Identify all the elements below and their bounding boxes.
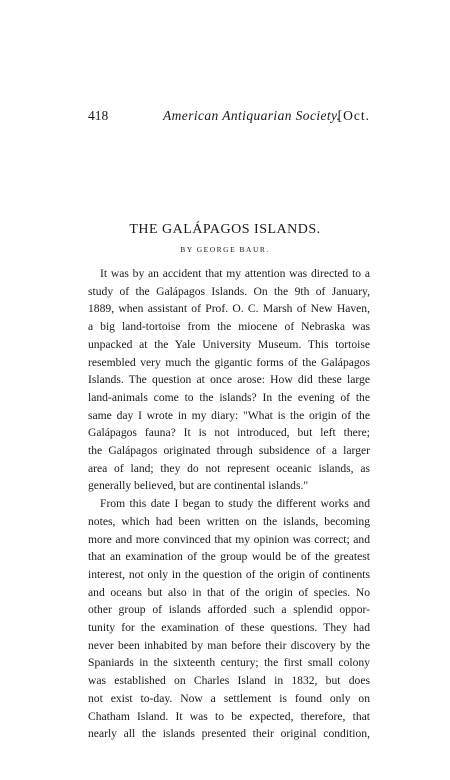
article-title: THE GALÁPAGOS ISLANDS. (129, 222, 321, 237)
text-line: more and more convinced that my opinion was correct; and (88, 532, 370, 546)
text-line: Chatham Island. It was to be expected, therefore, that (88, 709, 370, 723)
text-line: other group of islands afforded such a splendid oppor- (88, 603, 370, 617)
running-head (88, 108, 370, 128)
text-line: interest, not only in the question of the origin of continents (88, 567, 370, 581)
byline: BY GEORGE BAUR. (180, 245, 270, 254)
text-line: the Galápagos originated through subsidence of a larger (88, 444, 370, 458)
text-line: and oceans but also in that of the origin of species. No (88, 585, 370, 599)
text-line: not exist to-day. Now a settlement is found only on (88, 691, 370, 705)
text-line: From this date I began to study the different works and (100, 497, 370, 511)
text-line: study of the Galápagos Islands. On the 9th of January, (88, 284, 370, 298)
journal-title: American Antiquarian Society. (163, 108, 341, 123)
text-line: 1889, when assistant of Prof. O. C. Marsh of New Haven, (88, 302, 370, 316)
text-line: was established on Charles Island in 1832, but does (88, 674, 370, 688)
text-line: Islands. The question at once arose: How did these large (88, 373, 370, 387)
paragraph (88, 265, 370, 495)
text-line: It was by an accident that my attention was directed to a (100, 267, 370, 280)
text-line: same day I wrote in my diary: "What is the origin of the (88, 408, 370, 422)
text-line: that an examination of the group would be of the greatest (88, 550, 370, 564)
text-line: Spaniards in the sixteenth century; the first small colony (88, 656, 370, 670)
body-text (88, 265, 370, 743)
text-line: generally believed, but are continental islands." (88, 479, 309, 493)
text-line: never been inhabited by man before their discovery by the (88, 638, 370, 652)
text-line: land-animals come to the islands? In the evening of the (88, 390, 370, 404)
text-line: a big land-tortoise from the miocene of Nebraska was (88, 320, 370, 334)
text-line: nearly all the islands presented their original condition, (88, 727, 370, 741)
page-number: 418 (88, 108, 109, 123)
text-line: unpacked at the Yale University Museum. This tortoise (88, 337, 370, 351)
text-line: resembled very much the gigantic forms of the Galápagos (88, 355, 370, 369)
text-line: area of land; they do not represent oceanic islands, as (88, 461, 370, 475)
text-line: Galápagos fauna? It is not introduced, but left there; (88, 426, 370, 440)
paragraph (88, 495, 370, 743)
date-mark: [Oct. (337, 108, 370, 123)
text-line: notes, which had been written on the islands, becoming (88, 514, 370, 528)
text-line: tunity for the examination of these questions. They had (88, 621, 370, 635)
